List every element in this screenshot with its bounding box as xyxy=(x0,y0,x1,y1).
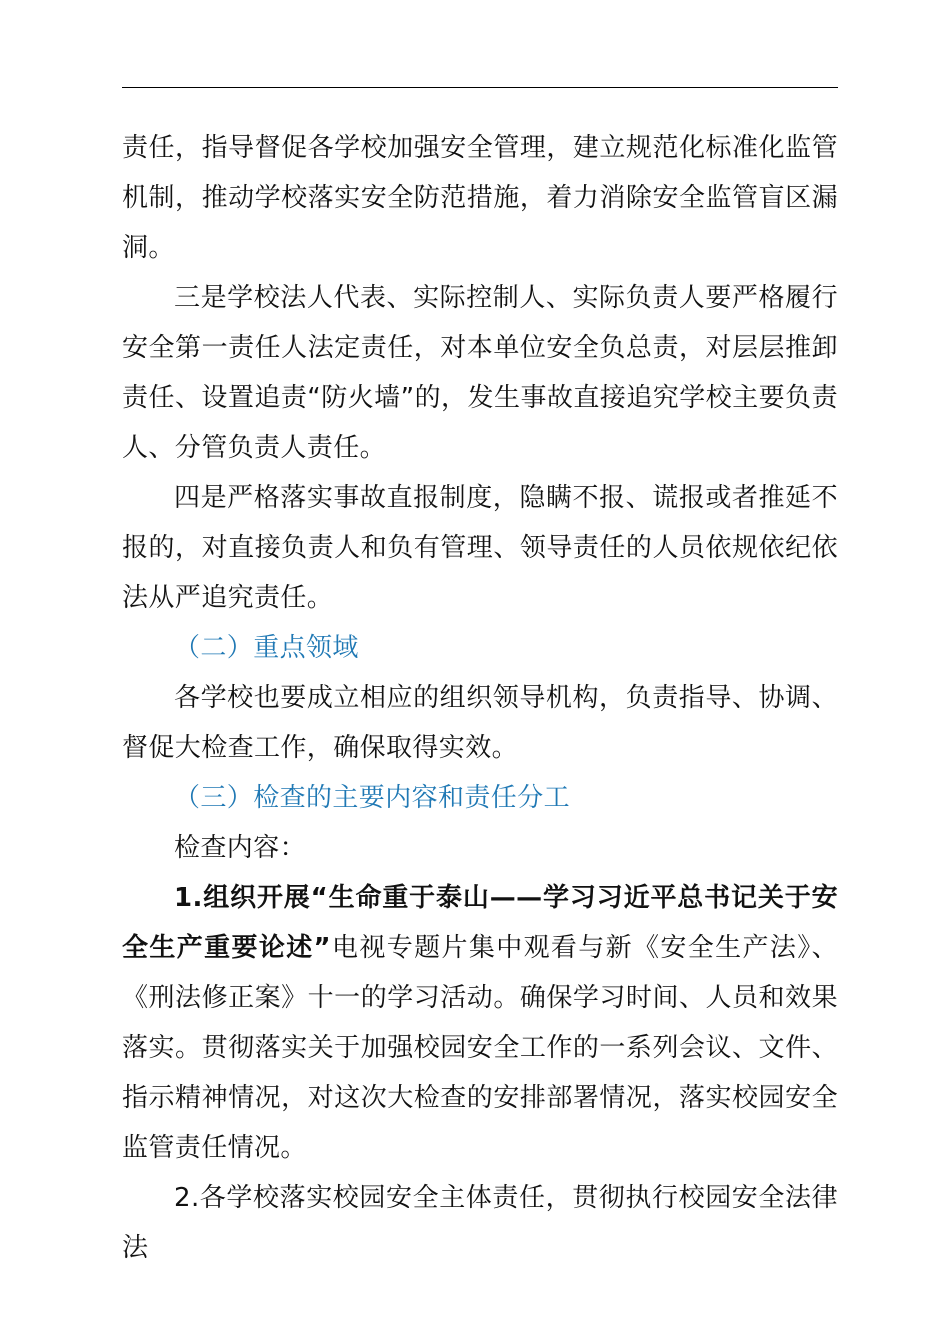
paragraph-inspection-label: 检查内容： xyxy=(174,833,307,863)
item-one-body: 电视专题片集中观看与新《安全生产法》、《刑法修正案》十一的学习活动。确保学习时间、人员和效果落实。贯彻落实关于加强校园安全工作的一系列会议、文件、指示精神情况，对这次大检查的安排部署情况，落实校园安全监管责任情况。 xyxy=(122,933,838,1163)
paragraph-item-two: 2.各学校落实校园安全主体责任，贯彻执行校园安全法律法 xyxy=(122,1183,838,1263)
section-heading-key-areas: （二）重点领域 xyxy=(174,633,359,663)
header-rule xyxy=(122,87,838,88)
paragraph-organization: 各学校也要成立相应的组织领导机构，负责指导、协调、督促大检查工作，确保取得实效。 xyxy=(122,683,838,763)
item-one-lead: 1.组织开展“生命重于泰山——学习习近平总书记关于安全生产重要论述” xyxy=(122,883,838,963)
paragraph-item-one xyxy=(122,873,838,1173)
section-heading-inspection-content: （三）检查的主要内容和责任分工 xyxy=(174,783,571,813)
document-body xyxy=(122,123,838,1273)
paragraph-point-three: 三是学校法人代表、实际控制人、实际负责人要严格履行安全第一责任人法定责任，对本单位安全负总责，对层层推卸责任、设置追责“防火墙”的，发生事故直接追究学校主要负责人、分管负责人责任。 xyxy=(122,283,838,463)
paragraph-supervision-continued: 责任，指导督促各学校加强安全管理，建立规范化标准化监管机制，推动学校落实安全防范措施，着力消除安全监管盲区漏洞。 xyxy=(122,133,838,263)
paragraph-point-four: 四是严格落实事故直报制度，隐瞒不报、谎报或者推延不报的，对直接负责人和负有管理、领导责任的人员依规依纪依法从严追究责任。 xyxy=(122,483,838,613)
